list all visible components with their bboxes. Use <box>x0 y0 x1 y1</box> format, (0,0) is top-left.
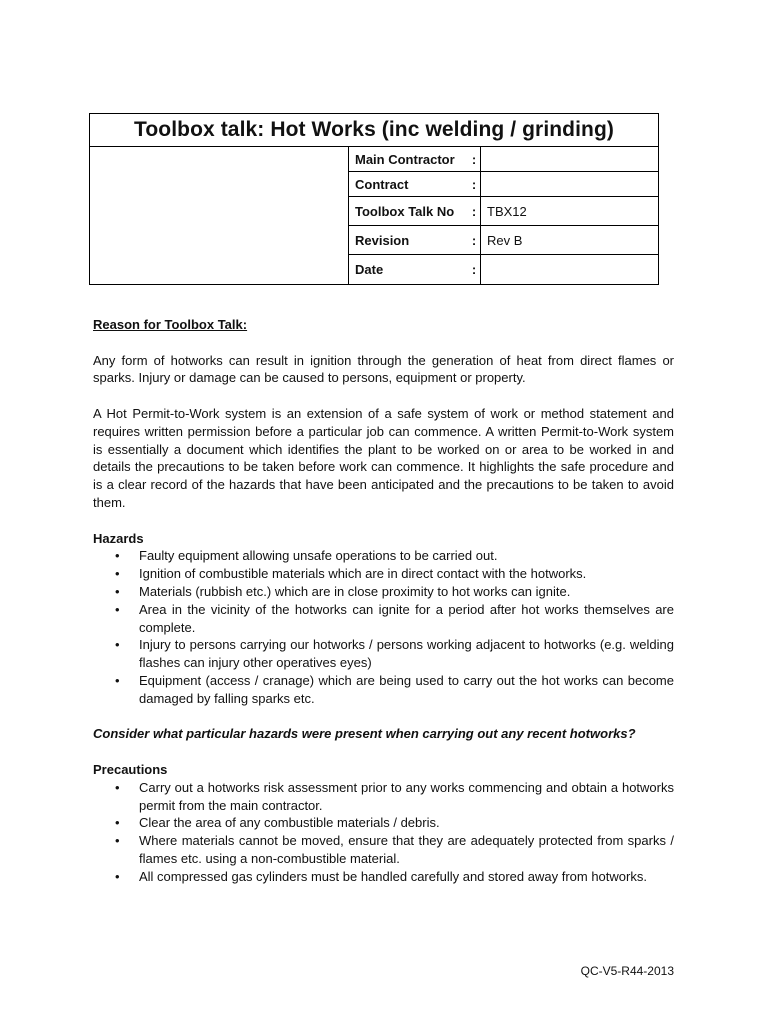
field-label-date: Date <box>349 255 469 285</box>
list-item: • Injury to persons carrying our hotworks / persons working adjacent to hotworks (e.g. welding flashes can injury other operatives eyes) <box>115 637 674 671</box>
field-label-main-contractor: Main Contractor <box>349 147 469 172</box>
bullet-icon: • <box>115 601 120 617</box>
bullet-icon: • <box>115 779 120 795</box>
reason-paragraph: Any form of hotworks can result in ignition through the generation of heat from direct flames or sparks. Injury or damage can be caused to persons, equipment or property. <box>93 352 674 386</box>
bullet-icon: • <box>115 566 120 582</box>
bullet-icon: • <box>115 868 120 884</box>
field-separator: : <box>468 226 481 255</box>
field-value-main-contractor[interactable] <box>481 147 659 172</box>
document-code: QC-V5-R44-2013 <box>580 964 674 978</box>
bullet-icon: • <box>115 583 120 599</box>
field-label-toolbox-talk-no: Toolbox Talk No <box>349 197 469 226</box>
bullet-icon: • <box>115 815 120 831</box>
reason-paragraph: A Hot Permit-to-Work system is an extension of a safe system of work or method statement and requires written permission before a particular job can commence. A written Permit-to-Work system is essentially a document which identifies the plant to be worked on or area to be worked in and details the precautions to be taken before work can commence. It highlights the safe procedure and is a clear record of the hazards that have been anticipated and the precautions to be taken to avoid them. <box>93 405 674 510</box>
field-value-toolbox-talk-no[interactable]: TBX12 <box>481 197 659 226</box>
bullet-icon: • <box>115 672 120 688</box>
list-item: • Ignition of combustible materials which are in direct contact with the hotworks. <box>115 566 587 582</box>
logo-area <box>90 147 349 285</box>
precautions-list <box>93 779 674 886</box>
list-item: • Where materials cannot be moved, ensure that they are adequately protected from sparks / flames etc. using a non-combustible material. <box>115 833 674 866</box>
list-item: • Materials (rubbish etc.) which are in close proximity to hot works can ignite. <box>115 583 571 599</box>
field-separator: : <box>468 255 481 285</box>
bullet-icon: • <box>115 637 120 653</box>
list-item: • Clear the area of any combustible materials / debris. <box>115 815 440 831</box>
document-title: Toolbox talk: Hot Works (inc welding / grinding) <box>90 114 659 147</box>
field-value-date[interactable] <box>481 255 659 285</box>
field-value-contract[interactable] <box>481 172 659 197</box>
reason-heading: Reason for Toolbox Talk: <box>93 317 248 332</box>
field-label-contract: Contract <box>349 172 469 197</box>
list-item: • Area in the vicinity of the hotworks can ignite for a period after hot works themselves are complete. <box>115 601 674 635</box>
list-item: • All compressed gas cylinders must be handled carefully and stored away from hotworks. <box>115 868 647 884</box>
hazards-heading: Hazards <box>93 530 144 546</box>
discussion-question: Consider what particular hazards were present when carrying out any recent hotworks? <box>93 726 636 742</box>
field-separator: : <box>468 197 481 226</box>
field-separator: : <box>468 147 481 172</box>
field-value-revision[interactable]: Rev B <box>481 226 659 255</box>
document-body <box>93 316 674 886</box>
bullet-icon: • <box>115 833 120 849</box>
header-table <box>89 113 659 285</box>
field-label-revision: Revision <box>349 226 469 255</box>
bullet-icon: • <box>115 548 120 564</box>
hazards-list <box>93 547 674 707</box>
list-item: • Carry out a hotworks risk assessment prior to any works commencing and obtain a hotworks permit from the main contractor. <box>115 779 674 813</box>
field-separator: : <box>468 172 481 197</box>
list-item: • Faulty equipment allowing unsafe operations to be carried out. <box>115 548 498 564</box>
precautions-heading: Precautions <box>93 761 168 777</box>
list-item: • Equipment (access / cranage) which are being used to carry out the hot works can become damaged by falling sparks etc. <box>115 672 674 706</box>
